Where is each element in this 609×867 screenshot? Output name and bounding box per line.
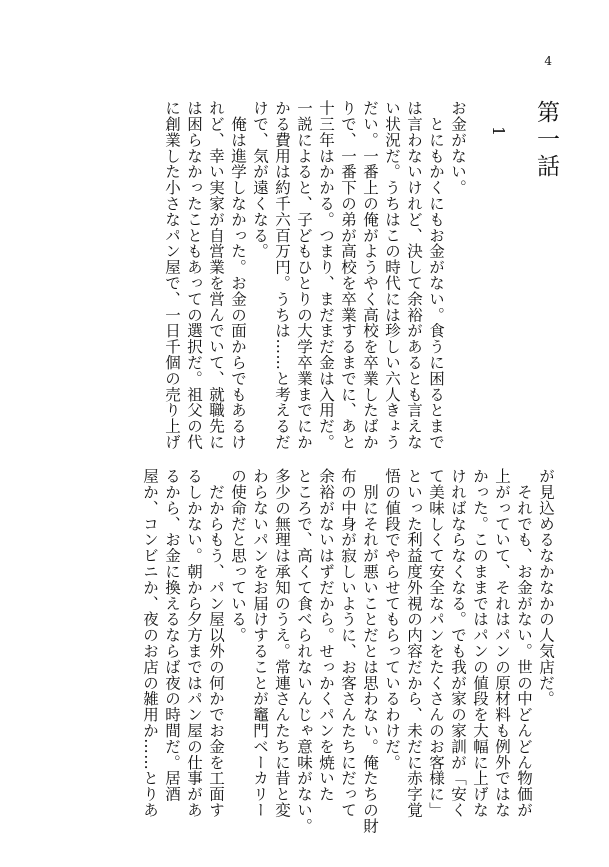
- text-line: それでも、お金がない。世の中どんどん物価が: [515, 468, 533, 818]
- text-line: 布の中身が寂しいように、お客さんたちにだって: [339, 468, 357, 818]
- text-line: かる費用は約千六百万円。うちは……と考えるだ: [273, 100, 291, 450]
- text-line: 多少の無理は承知のうえ。常連さんたちに昔と変: [273, 468, 291, 818]
- lower-text-block: [139, 468, 557, 834]
- text-line: は困らなかったこともあっての選択だ。祖父の代: [185, 100, 203, 450]
- text-line: に創業した小さなパン屋で、一日千個の売り上げ: [163, 100, 181, 450]
- text-line: 悟の値段でやらせてもらっているわけだ。: [383, 468, 401, 771]
- section-number: 1: [489, 126, 508, 137]
- text-line: 別にそれが悪いことだとは思わない。俺たちの財: [361, 468, 379, 834]
- text-line: だい。一番上の俺がようやく高校を卒業したばか: [361, 100, 379, 450]
- chapter-title: 第一話: [533, 100, 559, 181]
- text-line: るから、お金に換えるならば夜の時間だ。居酒: [163, 468, 181, 802]
- text-line: かった。このままではパンの値段を大幅に上げな: [471, 468, 489, 818]
- page-number: 4: [544, 54, 552, 68]
- text-line: の使命だと思っている。: [229, 468, 247, 643]
- text-line: て美味しくて安全なパンをたくさんのお客様に」: [427, 468, 445, 818]
- text-line: は言わないけれど、決して余裕があるとも言えな: [405, 100, 423, 450]
- text-line: 俺は進学しなかった。お金の面からでもあるけ: [229, 100, 247, 450]
- text-line: が見込めるなかなかの人気店だ。: [537, 468, 555, 707]
- text-line: 一説によると、子どもひとりの大学卒業までにか: [295, 100, 313, 450]
- upper-text-block: [161, 100, 559, 450]
- text-line: ところで、高くて食べられないんじゃ意味がない。: [295, 468, 313, 834]
- text-line: とにもかくにもお金がない。食うに困るとまで: [427, 100, 445, 450]
- text-line: といった利益度外視の内容だから、未だに赤字覚: [405, 468, 423, 818]
- text-line: 十三年はかかる。つまり、まだまだ金は入用だ。: [317, 100, 335, 450]
- text-line: ければならなくなる。でも我が家の家訓が「安く: [449, 468, 467, 818]
- text-line: 余裕がないはずだから。せっかくパンを焼いた: [317, 468, 335, 802]
- text-line: お金がない。: [449, 100, 467, 196]
- text-line: るしかない。朝から夕方まではパン屋の仕事があ: [185, 468, 203, 818]
- text-line: わらないパンをお届けすることが竈門ベーカリー: [251, 468, 269, 818]
- text-line: けで、気が遠くなる。: [251, 100, 269, 259]
- text-line: 屋か、コンビニか、夜のお店の雑用か……とりあ: [141, 468, 159, 818]
- text-line: い状況だ。うちはこの時代には珍しい六人きょう: [383, 100, 401, 450]
- text-line: れど、幸い実家が自営業を営んでいて、就職先に: [207, 100, 225, 450]
- text-line: 上がっていて、それはパンの原材料も例外ではな: [493, 468, 511, 818]
- text-line: りで、一番下の弟が高校を卒業するまでに、あと: [339, 100, 357, 450]
- text-line: だからもう、パン屋以外の何かでお金を工面す: [207, 468, 225, 818]
